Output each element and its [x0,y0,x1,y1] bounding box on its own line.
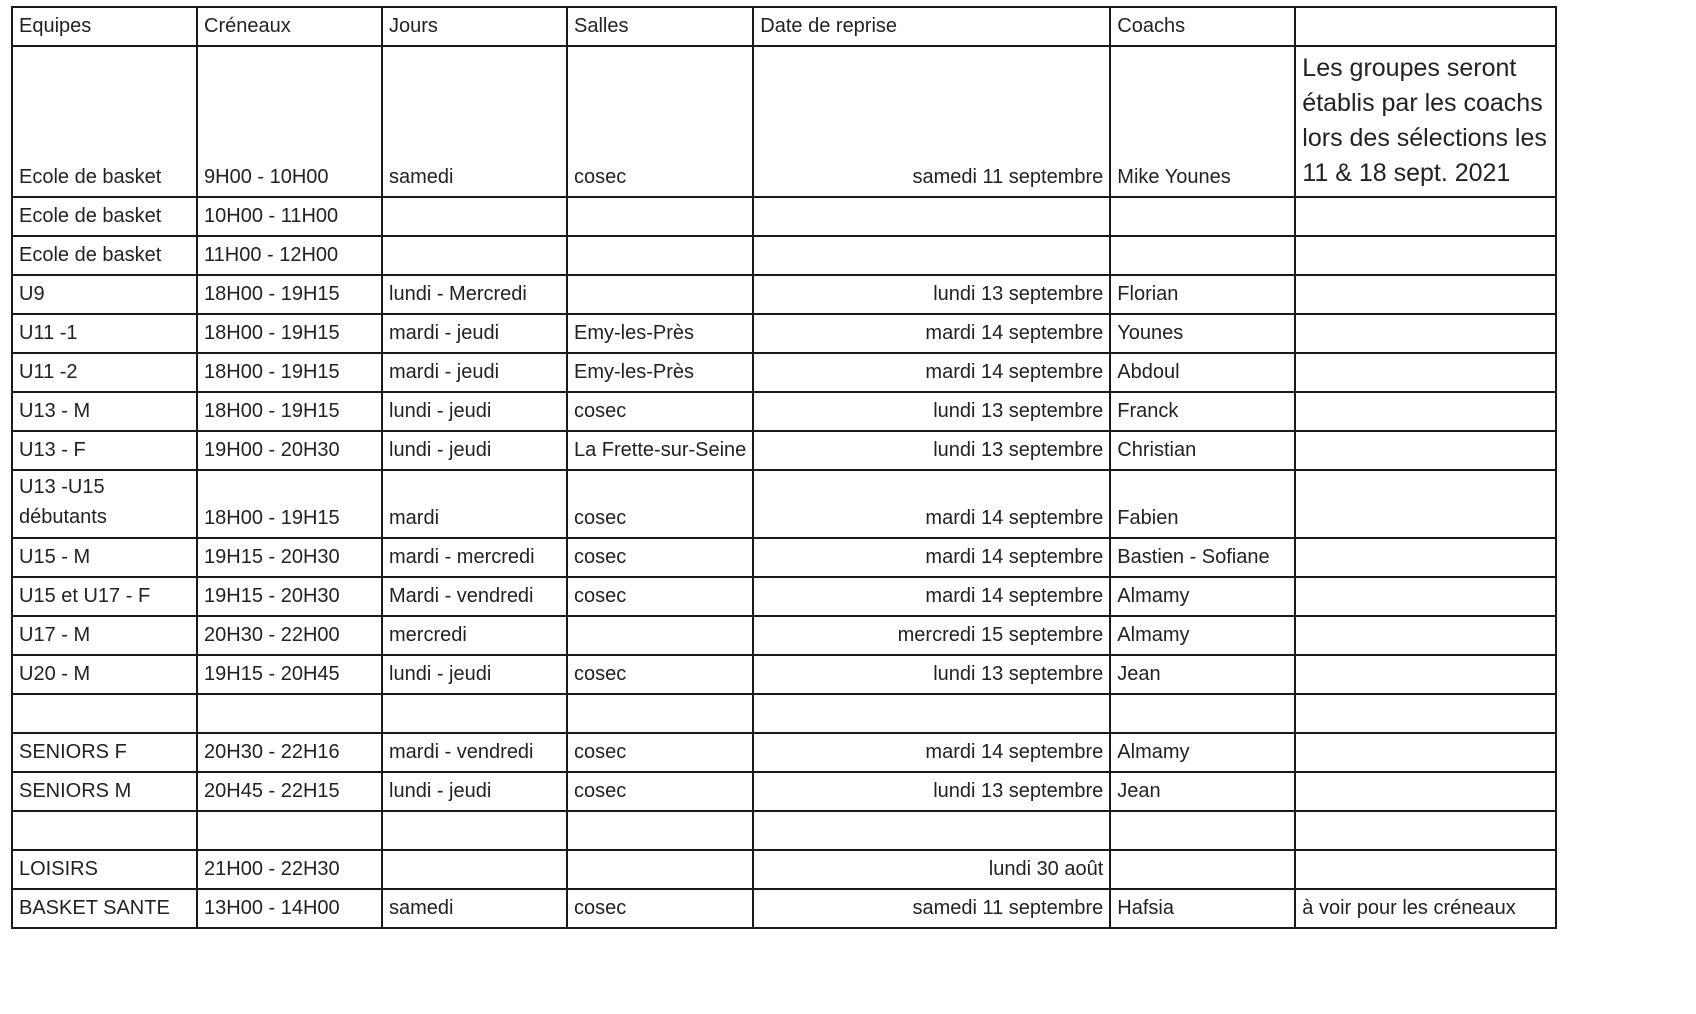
cell-coach [1110,811,1295,850]
cell-days: Mardi - vendredi [382,577,567,616]
cell-slot: 18H00 - 19H15 [197,275,382,314]
cell-hall [567,616,753,655]
cell-date: mardi 14 septembre [753,577,1110,616]
cell-days: lundi - Mercredi [382,275,567,314]
cell-note [1295,431,1556,470]
cell-coach [1110,236,1295,275]
cell-date [753,197,1110,236]
cell-team: U13 - M [12,392,197,431]
table-row [12,236,1556,275]
cell-days: mardi - jeudi [382,353,567,392]
table-row [12,733,1556,772]
header-jours: Jours [382,7,567,46]
cell-date [753,694,1110,733]
cell-hall: cosec [567,889,753,928]
cell-days: lundi - jeudi [382,431,567,470]
cell-coach: Hafsia [1110,889,1295,928]
cell-team: U11 -1 [12,314,197,353]
cell-note [1295,538,1556,577]
cell-days [382,811,567,850]
cell-coach: Mike Younes [1110,46,1295,197]
cell-hall: cosec [567,538,753,577]
cell-hall [567,275,753,314]
table-row [12,811,1556,850]
cell-coach: Florian [1110,275,1295,314]
cell-date: mardi 14 septembre [753,314,1110,353]
cell-hall [567,197,753,236]
cell-note [1295,577,1556,616]
header-salles: Salles [567,7,753,46]
cell-team: U20 - M [12,655,197,694]
table-row [12,314,1556,353]
cell-date: samedi 11 septembre [753,889,1110,928]
table-row [12,353,1556,392]
cell-coach: Almamy [1110,733,1295,772]
cell-slot: 18H00 - 19H15 [197,470,382,538]
cell-slot: 18H00 - 19H15 [197,314,382,353]
cell-team: U11 -2 [12,353,197,392]
cell-team: U13 -U15 débutants [12,470,197,538]
cell-hall: La Frette-sur-Seine [567,431,753,470]
header-date-de-reprise: Date de reprise [753,7,1110,46]
cell-team: U9 [12,275,197,314]
cell-date: mardi 14 septembre [753,733,1110,772]
cell-team: U13 - F [12,431,197,470]
schedule-table [11,6,1557,929]
cell-days [382,694,567,733]
header-equipes: Equipes [12,7,197,46]
cell-date: mardi 14 septembre [753,538,1110,577]
cell-date: lundi 13 septembre [753,392,1110,431]
cell-slot [197,694,382,733]
table-row [12,392,1556,431]
cell-coach: Christian [1110,431,1295,470]
cell-team: Ecole de basket [12,236,197,275]
cell-note [1295,353,1556,392]
table-row [12,577,1556,616]
table-row [12,470,1556,538]
header-row [12,7,1556,46]
table-row [12,850,1556,889]
cell-slot: 20H30 - 22H16 [197,733,382,772]
cell-slot: 20H30 - 22H00 [197,616,382,655]
cell-slot: 19H00 - 20H30 [197,431,382,470]
cell-hall: Emy-les-Près [567,353,753,392]
cell-note: Les groupes seront établis par les coachs lors des sélections les 11 & 18 sept. 2021 [1295,46,1556,197]
cell-coach: Jean [1110,655,1295,694]
cell-days: mercredi [382,616,567,655]
cell-coach: Abdoul [1110,353,1295,392]
cell-note [1295,236,1556,275]
cell-note [1295,850,1556,889]
table-row [12,655,1556,694]
cell-note [1295,772,1556,811]
cell-coach [1110,850,1295,889]
cell-hall: cosec [567,392,753,431]
cell-team: U15 et U17 - F [12,577,197,616]
table-row [12,772,1556,811]
cell-date: mardi 14 septembre [753,353,1110,392]
table-row [12,538,1556,577]
cell-note [1295,655,1556,694]
cell-hall: cosec [567,733,753,772]
cell-days: mardi - jeudi [382,314,567,353]
table-row [12,197,1556,236]
cell-days: lundi - jeudi [382,392,567,431]
cell-team: BASKET SANTE [12,889,197,928]
cell-date: lundi 13 septembre [753,275,1110,314]
cell-hall: Emy-les-Près [567,314,753,353]
cell-date: mercredi 15 septembre [753,616,1110,655]
cell-hall: cosec [567,772,753,811]
cell-slot: 18H00 - 19H15 [197,392,382,431]
cell-note [1295,733,1556,772]
cell-days: mardi - vendredi [382,733,567,772]
cell-days: mardi - mercredi [382,538,567,577]
cell-slot: 20H45 - 22H15 [197,772,382,811]
cell-note [1295,470,1556,538]
cell-hall [567,850,753,889]
cell-date [753,811,1110,850]
cell-team: Ecole de basket [12,46,197,197]
header-coachs: Coachs [1110,7,1295,46]
cell-slot: 13H00 - 14H00 [197,889,382,928]
cell-hall: cosec [567,577,753,616]
cell-days [382,197,567,236]
cell-coach: Younes [1110,314,1295,353]
cell-note [1295,314,1556,353]
cell-team: U17 - M [12,616,197,655]
cell-team: SENIORS F [12,733,197,772]
cell-days [382,850,567,889]
cell-coach: Franck [1110,392,1295,431]
cell-coach [1110,197,1295,236]
cell-team: U15 - M [12,538,197,577]
table-row [12,275,1556,314]
cell-days: samedi [382,889,567,928]
cell-hall [567,236,753,275]
cell-note [1295,694,1556,733]
cell-coach: Fabien [1110,470,1295,538]
table-row [12,616,1556,655]
table-row [12,431,1556,470]
table-row [12,694,1556,733]
cell-slot: 19H15 - 20H45 [197,655,382,694]
table-row [12,46,1556,197]
table-row [12,889,1556,928]
cell-note: à voir pour les créneaux [1295,889,1556,928]
cell-team: LOISIRS [12,850,197,889]
cell-slot: 18H00 - 19H15 [197,353,382,392]
cell-hall [567,811,753,850]
cell-note [1295,275,1556,314]
cell-team: Ecole de basket [12,197,197,236]
cell-note [1295,392,1556,431]
cell-date: lundi 13 septembre [753,772,1110,811]
cell-days: lundi - jeudi [382,655,567,694]
cell-note [1295,811,1556,850]
cell-hall: cosec [567,46,753,197]
cell-date: samedi 11 septembre [753,46,1110,197]
cell-hall: cosec [567,655,753,694]
cell-days: lundi - jeudi [382,772,567,811]
cell-team [12,811,197,850]
cell-hall: cosec [567,470,753,538]
cell-team [12,694,197,733]
cell-hall [567,694,753,733]
cell-coach: Bastien - Sofiane [1110,538,1295,577]
cell-date: lundi 13 septembre [753,655,1110,694]
cell-coach: Almamy [1110,616,1295,655]
cell-date [753,236,1110,275]
cell-slot: 19H15 - 20H30 [197,538,382,577]
cell-slot [197,811,382,850]
cell-coach: Almamy [1110,577,1295,616]
cell-date: lundi 13 septembre [753,431,1110,470]
cell-slot: 21H00 - 22H30 [197,850,382,889]
cell-slot: 10H00 - 11H00 [197,197,382,236]
cell-slot: 19H15 - 20H30 [197,577,382,616]
cell-date: mardi 14 septembre [753,470,1110,538]
cell-slot: 9H00 - 10H00 [197,46,382,197]
cell-days: samedi [382,46,567,197]
cell-days [382,236,567,275]
cell-note [1295,616,1556,655]
cell-note [1295,197,1556,236]
cell-date: lundi 30 août [753,850,1110,889]
cell-coach [1110,694,1295,733]
cell-coach: Jean [1110,772,1295,811]
cell-team: SENIORS M [12,772,197,811]
cell-slot: 11H00 - 12H00 [197,236,382,275]
header-creneaux: Créneaux [197,7,382,46]
cell-days: mardi [382,470,567,538]
header-notes [1295,7,1556,46]
